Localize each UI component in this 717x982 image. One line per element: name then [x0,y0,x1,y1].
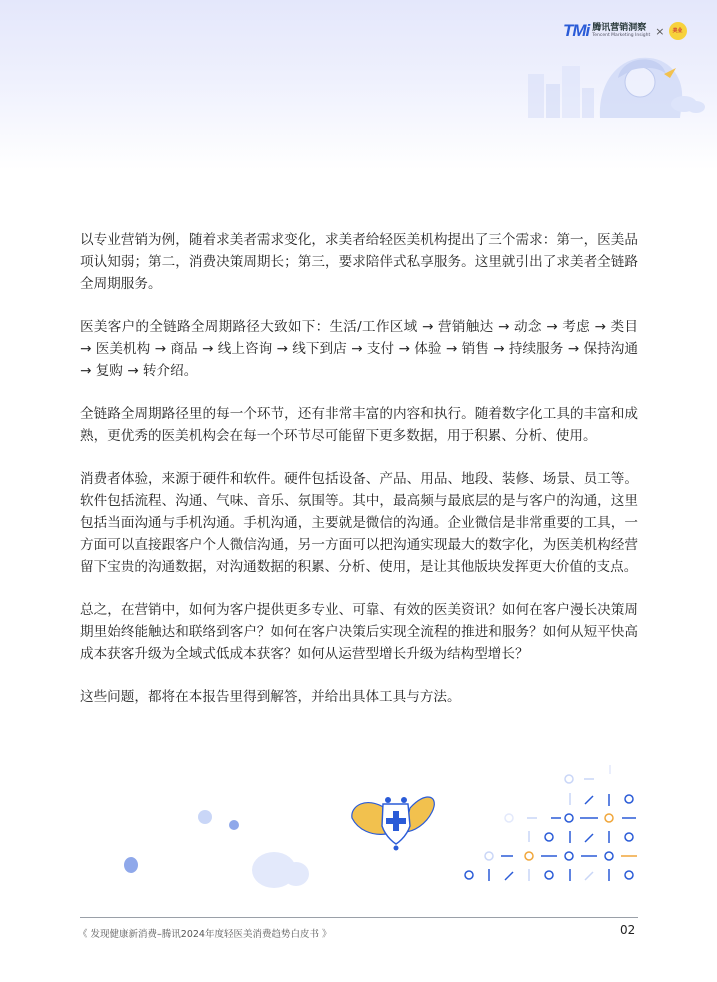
tmi-logo [563,20,687,42]
tmi-logo-mark [563,21,589,41]
paragraph-1: 以专业营销为例，随着求美者需求变化，求美者给轻医美机构提出了三个需求：第一，医美品项认知弱；第二，消费决策周期长；第三，要求陪伴式私享服务。这里就引出了求美者全链路全周期服务。 [80,232,638,292]
tmi-logo-cn: 腾讯营销洞察 [592,22,647,33]
pattern-circle-icon [505,814,513,822]
pattern-circle-icon [545,871,553,879]
paragraph-5: 总之，在营销中，如何为客户提供更多专业、可靠、有效的医美资讯？如何在客户漫长决策周期里始终能触达和联络到客户？如何在客户决策后实现全流程的推进和服务？如何从短平快高成本获客升级为全域式低成本获客？如何从运营型增长升级为结构型增长？ [80,602,638,662]
page-number: 02 [620,923,636,937]
tmi-logo-en: Tencent Marketing Insight [592,32,651,38]
article-body [80,229,638,729]
partner-logo-badge: 美业 [669,22,687,40]
pattern-circle-icon [605,852,613,860]
winged-medical-shield-icon [352,797,434,851]
paragraph-6: 这些问题，都将在本报告里得到解答，并给出具体工具与方法。 [80,689,461,705]
tmi-logo-mark-text: TMi [563,21,590,40]
footer-report-title: 《 发现健康新消费–腾讯2024年度轻医美消费趋势白皮书 》 [78,929,332,940]
pattern-circle-icon [625,871,633,879]
pattern-circle-icon [545,833,553,841]
cloud-icon [283,862,309,886]
pattern-circle-icon [625,795,633,803]
pattern-circle-icon [565,814,573,822]
bubble-icon [229,820,239,830]
logo-separator: × [655,24,665,38]
paragraph-4: 消费者体验，来源于硬件和软件。硬件包括设备、产品、用品、地段、装修、场景、员工等。软件包括流程、沟通、气味、音乐、氛围等。其中，最高频与最底层的是与客户的沟通，这里包括当面沟通与手机沟通。手机沟通，主要就是微信的沟通。企业微信是非常重要的工具，一方面可以直接跟客户个人微信沟通，另一方面可以把沟通实现最大的数字化，为医美机构经营留下宝贵的沟通数据，对沟通数据的积累、分析、使用，是让其他版块发挥更大价值的支点。 [80,471,638,575]
bubble-icon [124,857,138,873]
pattern-circle-icon [625,833,633,841]
paragraph-3: 全链路全周期路径里的每一个环节，还有非常丰富的内容和执行。随着数字化工具的丰富和成熟，更优秀的医美机构会在每一个环节尽可能留下更多数据，用于积累、分析、使用。 [80,406,638,444]
tmi-logo-text [592,24,650,39]
footer-divider [80,917,638,918]
pattern-circle-icon [465,871,473,879]
decoration-illustration [0,760,717,900]
pattern-circle-icon [565,775,573,783]
pattern-circle-icon [485,852,493,860]
paragraph-2: 医美客户的全链路全周期路径大致如下：生活/工作区域 → 营销触达 → 动念 → 考虑 → 类目 → 医美机构 → 商品 → 线上咨询 → 线下到店 → 支付 → 体验 → 销售 → 持续服务 → 保持沟通 → 复购 → 转介绍。 [80,319,638,379]
pattern-circle-icon [565,852,573,860]
city-skyline-icon [528,66,594,118]
bubble-icon [198,810,212,824]
pattern-circle-icon [605,814,613,822]
cloud-icon [687,101,705,113]
woman-illustration-icon [600,58,682,118]
dot-line-pattern [465,765,637,881]
pattern-circle-icon [525,852,533,860]
